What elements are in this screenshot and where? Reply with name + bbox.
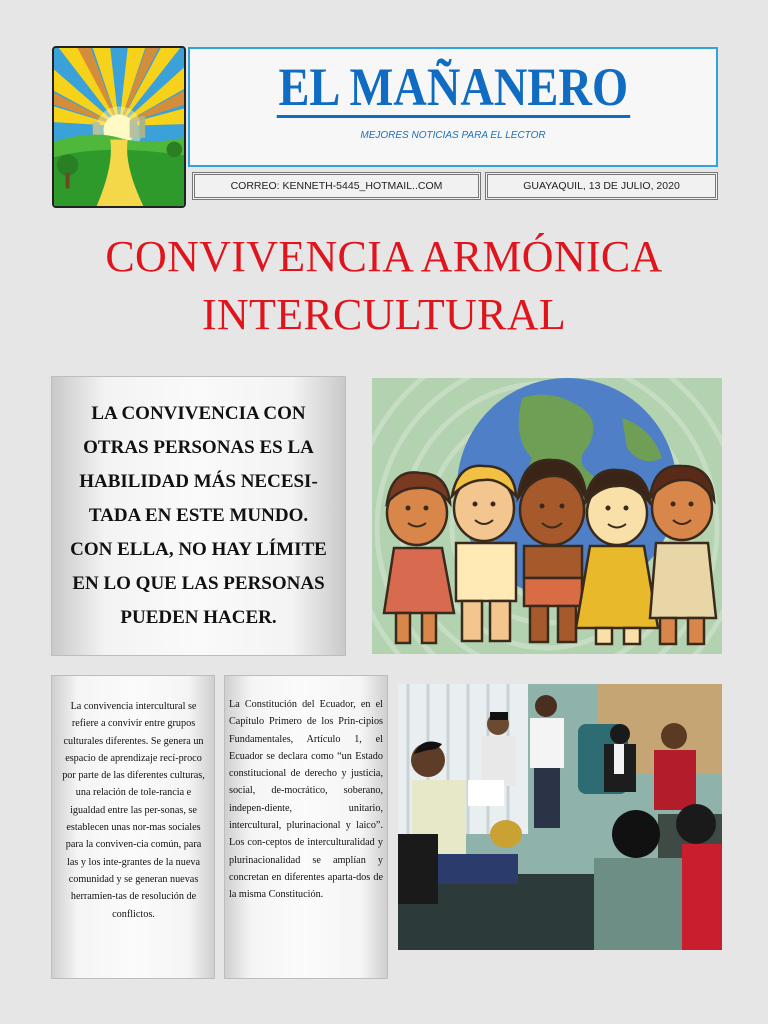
children-globe-image bbox=[372, 378, 722, 654]
article-right-text: La Constitución del Ecuador, en el Capítulo Primero de los Prin-cipios Fundamentales, Artículo 1, el Ecuador se declara como “un Estado constitucional de derecho y justicia, social, de-mocrático, soberano, indepen-diente, unitario, intercultural, plurinacional y laico”. Los con-ceptos de interculturalidad y plurinacionalidad se amplían y concretan en diferentes aparta-dos de la misma Constitución. bbox=[229, 699, 383, 901]
sunrise-logo-image bbox=[54, 48, 184, 206]
headline-line-1: CONVIVENCIA ARMÓNICA bbox=[105, 232, 663, 281]
email-info-box bbox=[192, 172, 481, 200]
group-meeting-photo bbox=[398, 684, 722, 950]
date-text: GUAYAQUIL, 13 DE JULIO, 2020 bbox=[523, 180, 680, 192]
article-column-right bbox=[224, 675, 388, 979]
date-info-box bbox=[485, 172, 718, 200]
children-globe-illustration bbox=[372, 378, 722, 654]
newspaper-logo bbox=[52, 46, 186, 208]
quote-text: LA CONVIVENCIA CON OTRAS PERSONAS ES LA HABILIDAD MÁS NECESI- TADA EN ESTE MUNDO. CON ELLA, NO HAY LÍMITE EN LO QUE LAS PERSONAS PUEDEN HACER. bbox=[70, 403, 327, 628]
meeting-photo-illustration bbox=[398, 684, 722, 950]
newspaper-title: EL MAÑANERO bbox=[278, 57, 628, 117]
headline-line-2: INTERCULTURAL bbox=[201, 290, 567, 339]
email-text: CORREO: KENNETH-5445_HOTMAIL..COM bbox=[230, 180, 443, 192]
masthead bbox=[188, 47, 718, 167]
article-left-text: La convivencia intercultural se refiere a convivir entre grupos culturales diferentes. Se genera un espacio de aprendizaje recí-proco por parte de las diferentes culturas, una relación de tole-rancia e igualdad entre las per-sonas, se establecen unas nor-mas sociales para la conviven-cia común, para las y los inte-grantes de la nueva comunidad y se generan nuevas herramien-tas de resolución de conflictos. bbox=[62, 701, 205, 920]
newspaper-tagline: MEJORES NOTICIAS PARA EL LECTOR bbox=[360, 130, 546, 141]
main-headline bbox=[0, 228, 768, 344]
quote-box bbox=[51, 376, 346, 656]
article-column-left bbox=[51, 675, 215, 979]
